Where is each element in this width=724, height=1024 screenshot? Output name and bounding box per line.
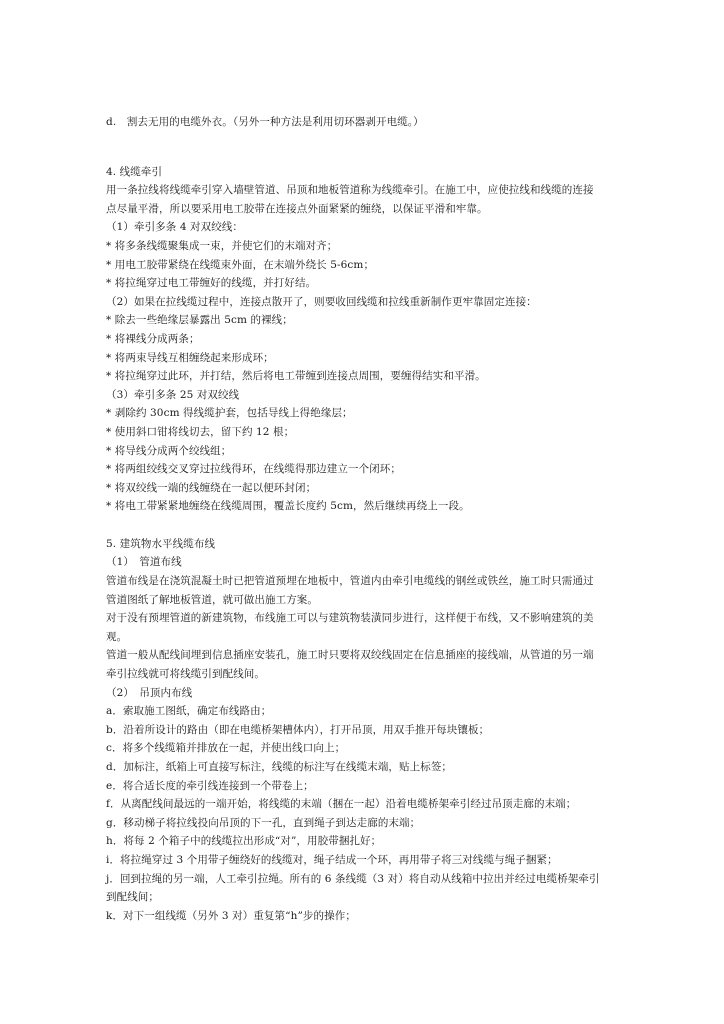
s5-line: f．从离配线间最远的一端开始，将线缆的末端（捆在一起）沿着电缆桥架牵引经过吊顶走廊的末端； [106, 798, 577, 811]
s5-line: 观。 [106, 630, 128, 643]
s4-line: * 使用斜口钳将线切去，留下约 12 根； [106, 425, 295, 438]
spacer [106, 151, 626, 163]
s5-line: 管道布线是在浇筑混凝土时已把管道预埋在地板中，管道内由牵引电缆线的钢丝或铁丝，施工时只需通过 [106, 575, 594, 588]
s5-line: 管道一般从配线间埋到信息插座安装孔，施工时只要将双绞线固定在信息插座的接线端，从管道的另一端 [106, 649, 594, 662]
section-5-title: 5. 建筑物水平线缆布线 [106, 537, 216, 550]
s4-line: * 将两束导线互相缠绕起来形成环； [106, 351, 274, 364]
s4-line: * 将拉绳穿过此环，并打结，然后将电工带缠到连接点周围，要缠得结实和平滑。 [106, 370, 486, 383]
s5-line: k．对下一组线缆（另外 3 对）重复第“h”步的操作； [106, 909, 356, 922]
s5-line: c．将多个线缆箱并排放在一起，并使出线口向上； [106, 742, 346, 755]
intro-step-d: d. 割去无用的电缆外衣。（另外一种方法是利用切环器剥开电缆。） [106, 116, 424, 128]
s5-line: d．加标注，纸箱上可直接写标注，线缆的标注写在线缆末端，贴上标签； [106, 761, 453, 773]
section-4-lines [106, 218, 626, 516]
s5-line: h．将每 2 个箱子中的线缆拉出形成“对”，用胶带捆扎好； [106, 835, 382, 848]
s5-line: 对于没有预埋管道的新建筑物，布线施工可以与建筑物装潢同步进行，这样便于布线，又不影响建筑的美 [106, 612, 594, 625]
s4-line: * 用电工胶带紧绕在线缆束外面，在末端外绕长 5-6cm； [106, 258, 375, 271]
s5-line: i．将拉绳穿过 3 个用带子缠绕好的线缆对，绳子结成一个环，再用带子将三对线缆与绳子捆紧； [106, 853, 558, 866]
s4-line: * 将裸线分成两条； [106, 332, 200, 345]
s4-line: （2）如果在拉线缆过程中，连接点散开了，则要收回线缆和拉线重新制作更牢靠固定连接： [106, 295, 537, 308]
s4-line: （1）牵引多条 4 对双绞线： [106, 221, 244, 234]
s4-line: （3）牵引多条 25 对双绞线 [106, 388, 240, 401]
section-5-lines [106, 553, 626, 925]
s4-line: * 除去一些绝缘层暴露出 5cm 的裸线； [106, 314, 293, 327]
s4-line: * 将两组绞线交叉穿过拉线得环，在线缆得那边建立一个闭环； [106, 463, 401, 476]
spacer [106, 132, 626, 151]
s5-line: 牵引拉线就可将线缆引到配线间。 [106, 668, 265, 681]
s5-line: 管道图纸了解地板管道，就可做出施工方案。 [106, 593, 318, 606]
s4-line: * 将双绞线一端的线缠绕在一起以便环封闭； [106, 481, 317, 494]
section-4-paragraph: 用一条拉线将线缆牵引穿入墙壁管道、吊顶和地板管道称为线缆牵引。在施工中，应使拉线和线缆的连接 [106, 184, 594, 197]
s4-line: * 将电工带紧紧地缠绕在线缆周围，覆盖长度约 5cm，然后继续再绕上一段。 [106, 500, 470, 513]
s4-line: * 将拉绳穿过电工带缠好的线缆，并打好结。 [106, 277, 317, 290]
spacer [106, 516, 626, 535]
s5-line: （2） 吊顶内布线 [106, 686, 193, 699]
s5-line: （1） 管道布线 [106, 556, 182, 569]
s5-line: g．移动梯子将拉线投向吊顶的下一孔，直到绳子到达走廊的末端； [106, 816, 421, 829]
section-4-paragraph: 点尽量平滑，所以要采用电工胶带在连接点外面紧紧的缠绕，以保证平滑和牢靠。 [106, 202, 488, 215]
section-4-title: 4. 线缆牵引 [106, 165, 163, 178]
document-page [106, 113, 626, 925]
s5-line: j．回到拉绳的另一端，人工牵引拉绳。所有的 6 条线缆（3 对）将自动从线箱中拉出并经过电缆桥架牵引 [106, 872, 600, 885]
s5-line: b．沿着所设计的路由（即在电缆桥架槽体内），打开吊顶，用双手推开每块镶板； [106, 723, 490, 736]
s5-line: a．索取施工图纸，确定布线路由； [106, 705, 272, 718]
s5-line: 到配线间； [106, 891, 159, 904]
s4-line: * 将多条线缆聚集成一束，并使它们的末端对齐； [106, 239, 338, 252]
s5-line: e．将合适长度的牵引线连接到一个带卷上； [106, 779, 314, 792]
s4-line: * 剥除约 30cm 得线缆护套，包括导线上得绝缘层； [106, 407, 353, 420]
s4-line: * 将导线分成两个绞线组； [106, 444, 232, 457]
